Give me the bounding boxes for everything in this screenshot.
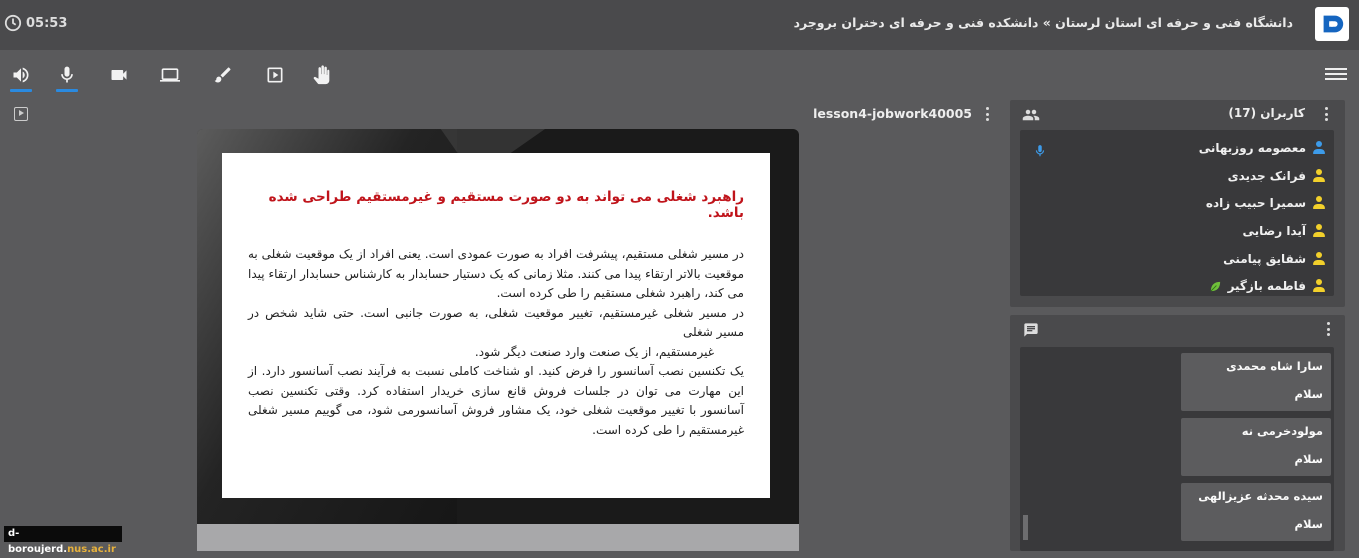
clock-icon xyxy=(4,14,22,32)
chat-text: سلام xyxy=(1294,387,1323,401)
raise-hand-icon[interactable] xyxy=(308,62,334,88)
screen-bottom-bar xyxy=(197,524,799,551)
university-logo xyxy=(1315,7,1349,41)
brush-icon[interactable] xyxy=(210,62,236,88)
slide-paragraph: یک تکنسین نصب آسانسور را فرض کنید. او شناخت کاملی نسبت به فرآیند نصب آسانسور دارد. از این مهارت می توان در جلسات فروش قانع سازی خریدار استفاده کرد. وقتی تکنسین نصب آسانسور با تغییر موقعیت شغلی خود، یک مشاور فروش آسانسورمی شود، می گوییم مسیر شغلی غیرمستقیم را طی کرده است. xyxy=(248,364,744,437)
user-name: آیدا رضایی xyxy=(1242,224,1306,238)
users-icon xyxy=(1022,106,1040,124)
chat-text: سلام xyxy=(1294,517,1323,531)
play-box-icon[interactable] xyxy=(262,62,288,88)
user-icon xyxy=(1312,169,1326,183)
clock-time: 05:53 xyxy=(26,15,68,31)
user-row[interactable] xyxy=(1199,138,1326,158)
chat-sender: مولودخرمی نه xyxy=(1241,424,1323,438)
chat-sender: سیده محدثه عزیزالهی xyxy=(1198,489,1323,503)
user-row[interactable] xyxy=(1206,193,1326,213)
user-name: معصومه روزبهانی xyxy=(1198,141,1306,155)
user-row[interactable] xyxy=(1228,166,1326,186)
slide-body xyxy=(248,245,744,440)
chat-message xyxy=(1181,483,1331,541)
lesson-name: lesson4-jobwork40005 xyxy=(813,106,972,121)
user-icon xyxy=(1312,224,1326,238)
slide xyxy=(222,153,770,498)
users-header xyxy=(1010,104,1345,124)
leaf-icon xyxy=(1209,280,1222,293)
user-row[interactable] xyxy=(1223,249,1326,269)
chat-sender: سارا شاه محمدی xyxy=(1226,359,1323,373)
title-bar xyxy=(0,0,1359,50)
user-name: فاطمه بازگیر xyxy=(1227,279,1306,293)
user-icon xyxy=(1312,196,1326,210)
slide-paragraph: غیرمستقیم، از یک صنعت وارد صنعت دیگر شود. xyxy=(474,344,714,359)
hamburger-menu-icon[interactable] xyxy=(1325,65,1347,85)
user-icon xyxy=(1312,279,1326,293)
chat-scrollbar[interactable] xyxy=(1023,515,1028,540)
slide-paragraph: در مسیر شغلی مستقیم، پیشرفت افراد به صورت عمودی است. یعنی افراد از یک موقعیت شغلی به موقعیت بالاتر ارتقاء پیدا می کنند. مثلا زمانی که یک دستیار حسابدار به کارشناس حسابدار ارتقاء پیدا می کند، راهبرد شغلی مستقیم را طی کرده است. xyxy=(248,247,744,300)
laptop-icon[interactable] xyxy=(157,62,183,88)
session-clock xyxy=(4,14,67,32)
users-title: کاربران (17) xyxy=(1228,106,1305,120)
user-name: فرانک جدیدی xyxy=(1227,169,1306,183)
toolbar xyxy=(0,50,1359,100)
user-row[interactable] xyxy=(1209,276,1326,296)
presentation-options-icon[interactable] xyxy=(986,107,990,121)
microphone-icon[interactable] xyxy=(54,62,80,88)
user-row[interactable] xyxy=(1243,221,1327,241)
chat-message xyxy=(1181,418,1331,476)
users-list xyxy=(1020,130,1334,296)
chat-options-icon[interactable] xyxy=(1327,322,1331,336)
watermark: d-boroujerd.nus.ac.ir xyxy=(4,526,122,542)
chat-icon xyxy=(1023,322,1039,338)
user-icon xyxy=(1312,252,1326,266)
presentation-header xyxy=(12,104,1002,124)
users-options-icon[interactable] xyxy=(1325,107,1329,121)
user-microphone-icon xyxy=(1033,144,1047,158)
slide-paragraph: در مسیر شغلی غیرمستقیم، تغییر موقعیت شغلی، به صورت جانبی است. حتی شاید شخص در مسیر شغلی xyxy=(248,305,744,339)
chat-message xyxy=(1181,353,1331,411)
speaker-icon[interactable] xyxy=(8,62,34,88)
user-name: شقایق پیامنی xyxy=(1223,252,1306,266)
page-title: دانشگاه فنی و حرفه ای استان لرستان » دانشکده فنی و حرفه ای دختران بروجرد xyxy=(793,15,1293,30)
user-icon xyxy=(1312,141,1326,155)
user-name: سمیرا حبیب زاده xyxy=(1205,196,1306,210)
chat-text: سلام xyxy=(1294,452,1323,466)
camera-icon[interactable] xyxy=(106,62,132,88)
slide-title: راهبرد شغلی می تواند به دو صورت مستقیم و غیرمستقیم طراحی شده باشد. xyxy=(268,189,744,221)
